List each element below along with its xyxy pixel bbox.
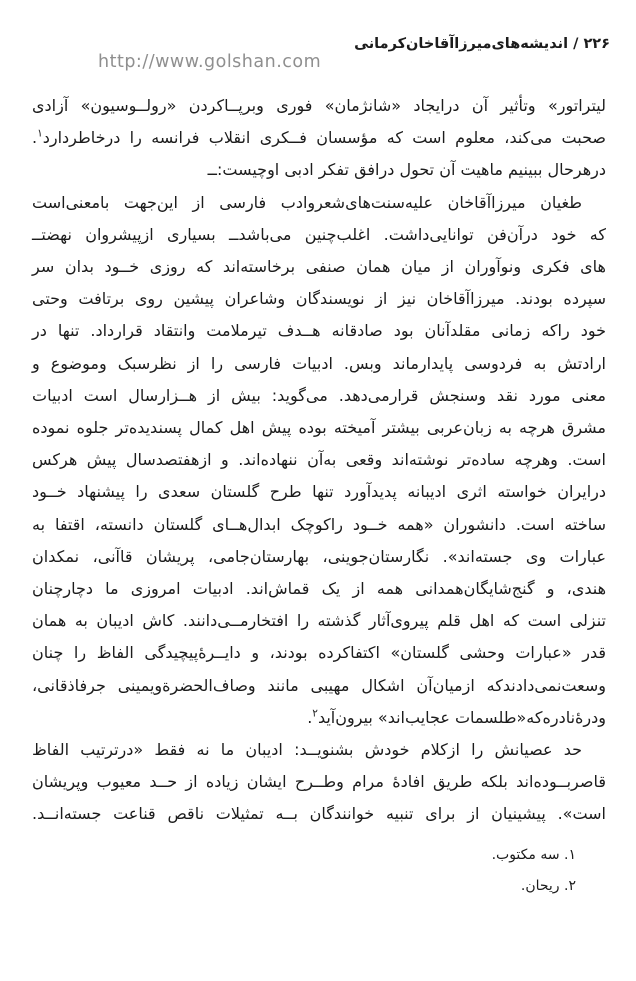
text-line: ارادتش به فردوسی پایدارماند وبس. ادبیات فارسی را از نظرسبک وموضوع و bbox=[32, 353, 606, 373]
text-line: خود راکه زمانی مقلدآنان بود صادقانه هــدف تیرملامت وانتقاد قرارداد. تنها در bbox=[32, 321, 606, 341]
text-line: قدر «عبارات وحشی گلستان» اکتفاکرده بودند، و دایــرۀپیچیدگی الفاظ را چنان bbox=[32, 643, 606, 663]
footnote-item: ۲. ریحان. bbox=[520, 878, 576, 894]
page-header bbox=[354, 36, 610, 52]
text-line: لیتراتور» وتأثیر آن درایجاد «شانژمان» فوری وبرپــاکردن «رولــوسیون» آزادی bbox=[32, 96, 606, 115]
line-text: ودرۀنادره‌که«طلسمات عجایب‌اند» بیرون‌آید bbox=[317, 707, 606, 727]
main-text bbox=[32, 90, 606, 831]
watermark-url: http://www.golshan.com bbox=[98, 52, 322, 72]
text-line: معنی مورد نقد وسنجش قرارمی‌دهد. می‌گوید: بیش از هــزارسال است ادبیات bbox=[32, 385, 606, 405]
text-line bbox=[32, 702, 606, 734]
text-line: که خود درآن‌فن توانایی‌داشت. اغلب‌چنین می‌باشدــ بسیاری ازپیشروان نهضتــ bbox=[32, 224, 606, 244]
text-line: قاصربــوده‌اند بلکه طریق افادۀ مرام وطــرح ایشان زیاده از حــد معیوب وپریشان bbox=[32, 772, 606, 792]
text-line: حد عصیانش را ازکلام خودش بشنویــد: ادیبان ما نه فقط «درترتیب الفاظ bbox=[32, 740, 582, 760]
text-line: های فکری ونوآوران از میان همان صنفی برخاسته‌اند که روزی خــود بدان سر bbox=[32, 257, 606, 277]
text-line: است». پیشینیان از برای تنبیه خوانندگان بــه تمثیلات ناقص قناعت جسته‌انــد. bbox=[32, 804, 606, 824]
text-line: درایران خواسته اثری ادیبانه پدیدآورد تنها طرح گلستان سعدی را پیشنهاد خــود bbox=[32, 482, 606, 502]
text-line: وسعت‌نمی‌دادندکه ازمیان‌آن اشکال مهیبی مانند وصاف‌الحضرةویمینی جرفاذقانی، bbox=[32, 675, 606, 695]
footnotes bbox=[492, 840, 576, 902]
line-text: صحبت می‌کند، معلوم است که مؤسسان فــکری انقلاب فرانسه را درخاطردارد bbox=[42, 128, 606, 148]
footnote-marker-2: ۲ bbox=[312, 707, 318, 720]
text-line: مشرق هرچه به زبان‌عربی بیشتر آمیخته بوده پیش اهل کمال پسندیده‌تر جلوه نموده bbox=[32, 418, 606, 438]
text-line: درهرحال ببینیم ماهیت آن تحول درافق تفکر ادبی اوچیست:ــ bbox=[207, 160, 606, 180]
line-text: . bbox=[307, 707, 313, 727]
footnote-item: ۱. سه مکتوب. bbox=[491, 847, 576, 863]
text-line: هندی، و گنج‌شایگان‌همدانی همه از یک قماش‌اند. ادبیات امروزی ما دچارچنان bbox=[32, 579, 606, 599]
footnote-marker-1: ۱ bbox=[37, 127, 43, 140]
header-page-number-title: ۲۲۶ / اندیشه‌های‌میرزاآقاخان‌کرمانی bbox=[354, 36, 610, 52]
text-line: طغیان میرزاآقاخان علیه‌سنت‌های‌شعروادب فارسی از این‌جهت بامعنی‌است bbox=[32, 192, 582, 212]
text-line: عبارات وی جسته‌اند». نگارستان‌جوینی، بهارستان‌جامی، پریشان قاآنی، نمکدان bbox=[32, 546, 606, 566]
line-text: . bbox=[32, 128, 38, 148]
text-line: است. وهرچه ساده‌تر نوشته‌اند وقعی به‌آن ننهاده‌اند. و ازهفتصدسال پیش هرکس bbox=[32, 450, 606, 470]
text-line: تنزلی است که اهل قلم پیروی‌آثار گذشته را افتخارمــی‌دانند. کاش ادیبان به همان bbox=[32, 611, 606, 631]
text-line bbox=[32, 122, 606, 154]
text-line: ساخته است. دانشوران «همه خــود راکوچک ابدال‌هــای گلستان دانسته، اقتفا به bbox=[32, 514, 606, 534]
text-line: سپرده بودند. میرزاآقاخان نیز از نویسندگان وشاعران پیشین روی برتافت وحتی bbox=[32, 289, 606, 309]
